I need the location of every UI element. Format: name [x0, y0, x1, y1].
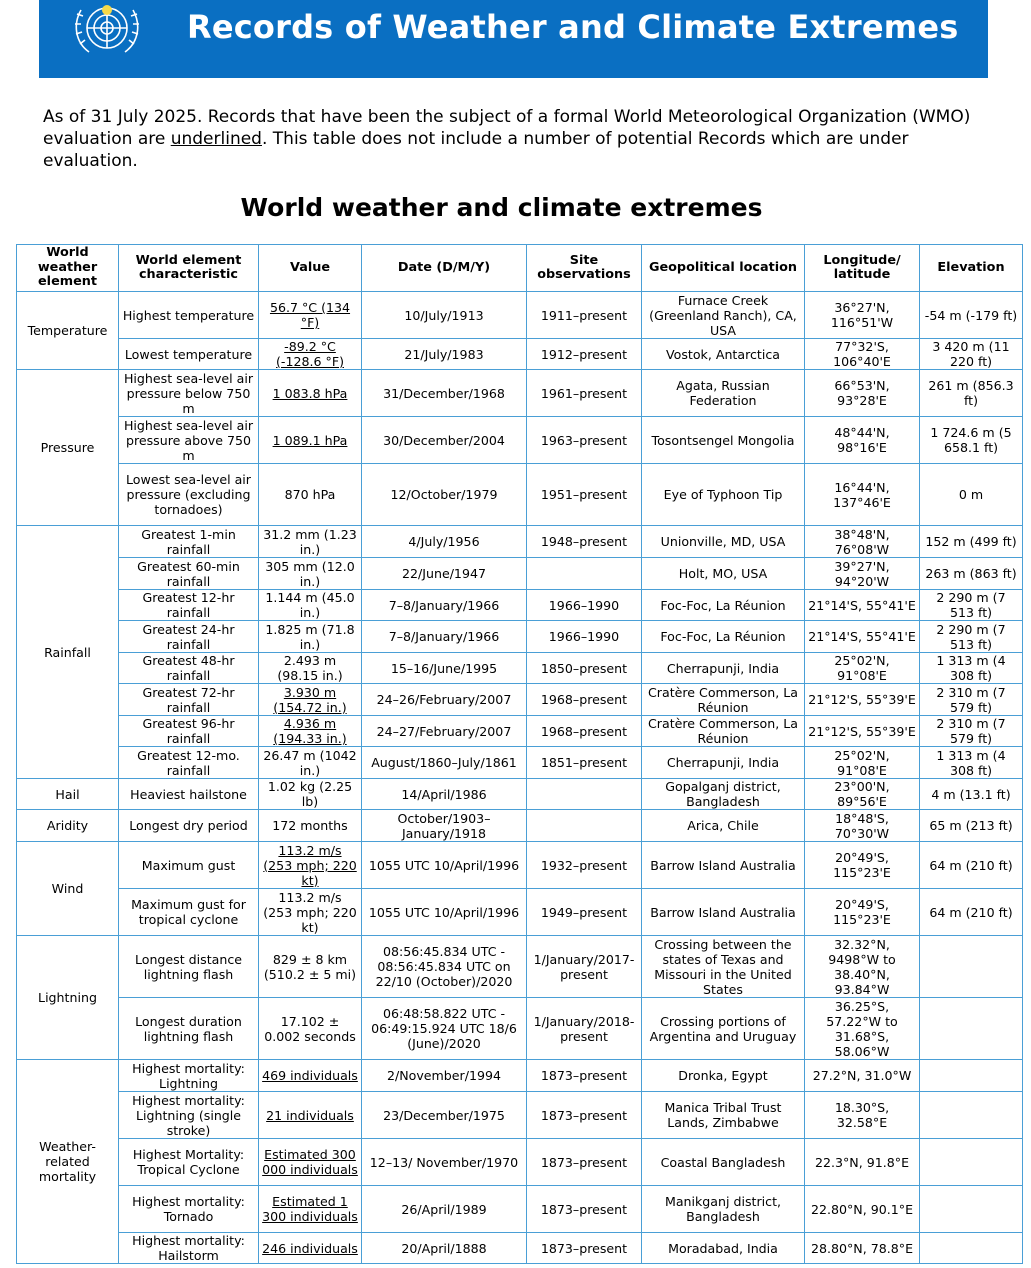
site-cell: 1932–present — [527, 842, 642, 889]
characteristic-cell: Highest mortality: Lightning — [119, 1060, 259, 1092]
table-row — [17, 292, 1023, 339]
location-cell: Eye of Typhoon Tip — [642, 464, 805, 526]
coords-cell: 36.25°S, 57.22°W to 31.68°S, 58.06°W — [805, 998, 920, 1060]
elevation-cell: 65 m (213 ft) — [920, 810, 1023, 842]
table-row — [17, 1233, 1023, 1264]
value-cell — [259, 1060, 362, 1092]
column-header: Site observations — [527, 245, 642, 292]
site-cell — [527, 779, 642, 810]
site-cell: 1911–present — [527, 292, 642, 339]
location-cell: Crossing portions of Argentina and Uruguay — [642, 998, 805, 1060]
site-cell: 1873–present — [527, 1092, 642, 1139]
site-cell: 1951–present — [527, 464, 642, 526]
date-cell: 21/July/1983 — [362, 339, 527, 370]
date-cell: 24–26/February/2007 — [362, 684, 527, 716]
column-header: World weather element — [17, 245, 119, 292]
elevation-cell — [920, 1233, 1023, 1264]
coords-cell: 21°14'S, 55°41'E — [805, 590, 920, 621]
location-cell: Cratère Commerson, La Réunion — [642, 684, 805, 716]
evaluated-value: 113.2 m/s (253 mph; 220 kt) — [263, 842, 357, 888]
location-cell: Barrow Island Australia — [642, 889, 805, 936]
coords-cell: 21°12'S, 55°39'E — [805, 716, 920, 747]
evaluated-value: 246 individuals — [262, 1240, 358, 1256]
table-row — [17, 417, 1023, 464]
elevation-cell: 152 m (499 ft) — [920, 526, 1023, 558]
characteristic-cell: Greatest 12-hr rainfall — [119, 590, 259, 621]
elevation-cell — [920, 936, 1023, 998]
table-row — [17, 889, 1023, 936]
elevation-cell — [920, 1186, 1023, 1233]
location-cell: Foc-Foc, La Réunion — [642, 590, 805, 621]
location-cell: Manica Tribal Trust Lands, Zimbabwe — [642, 1092, 805, 1139]
table-body — [17, 292, 1023, 1264]
characteristic-cell: Highest temperature — [119, 292, 259, 339]
characteristic-cell: Lowest temperature — [119, 339, 259, 370]
date-cell: 30/December/2004 — [362, 417, 527, 464]
table-row — [17, 684, 1023, 716]
column-header: World element characteristic — [119, 245, 259, 292]
value-cell — [259, 1139, 362, 1186]
value-cell: 870 hPa — [259, 464, 362, 526]
coords-cell: 21°14'S, 55°41'E — [805, 621, 920, 653]
characteristic-cell: Maximum gust for tropical cyclone — [119, 889, 259, 936]
site-cell: 1873–present — [527, 1139, 642, 1186]
characteristic-cell: Highest mortality: Lightning (single stroke) — [119, 1092, 259, 1139]
location-cell: Arica, Chile — [642, 810, 805, 842]
date-cell: October/1903–January/1918 — [362, 810, 527, 842]
element-cell: Weather-related mortality — [17, 1060, 119, 1264]
value-cell: 305 mm (12.0 in.) — [259, 558, 362, 590]
elevation-cell: 2 290 m (7 513 ft) — [920, 590, 1023, 621]
site-cell — [527, 558, 642, 590]
evaluated-value: 3.930 m (154.72 in.) — [273, 684, 347, 715]
coords-cell: 66°53'N, 93°28'E — [805, 370, 920, 417]
table-row — [17, 370, 1023, 417]
coords-cell: 25°02'N, 91°08'E — [805, 653, 920, 684]
header-row — [17, 245, 1023, 292]
value-cell: 17.102 ± 0.002 seconds — [259, 998, 362, 1060]
column-header: Value — [259, 245, 362, 292]
elevation-cell: 0 m — [920, 464, 1023, 526]
date-cell: 20/April/1888 — [362, 1233, 527, 1264]
location-cell: Cratère Commerson, La Réunion — [642, 716, 805, 747]
wmo-emblem-icon — [69, 0, 145, 60]
site-cell: 1961–present — [527, 370, 642, 417]
characteristic-cell: Maximum gust — [119, 842, 259, 889]
evaluated-value: 4.936 m (194.33 in.) — [273, 716, 347, 746]
date-cell: 31/December/1968 — [362, 370, 527, 417]
elevation-cell: 261 m (856.3 ft) — [920, 370, 1023, 417]
coords-cell: 16°44'N, 137°46'E — [805, 464, 920, 526]
site-cell: 1912–present — [527, 339, 642, 370]
table-row — [17, 716, 1023, 747]
date-cell: 10/July/1913 — [362, 292, 527, 339]
table-row — [17, 1186, 1023, 1233]
value-cell — [259, 370, 362, 417]
location-cell: Cherrapunji, India — [642, 653, 805, 684]
location-cell: Cherrapunji, India — [642, 747, 805, 779]
date-cell: 08:56:45.834 UTC - 08:56:45.834 UTC on 22/10 (October)/2020 — [362, 936, 527, 998]
element-cell: Lightning — [17, 936, 119, 1060]
date-cell: 7–8/January/1966 — [362, 621, 527, 653]
column-header: Longitude/ latitude — [805, 245, 920, 292]
value-cell: 1.825 m (71.8 in.) — [259, 621, 362, 653]
value-cell — [259, 417, 362, 464]
elevation-cell: 1 724.6 m (5 658.1 ft) — [920, 417, 1023, 464]
value-cell: 2.493 m (98.15 in.) — [259, 653, 362, 684]
elevation-cell: 3 420 m (11 220 ft) — [920, 339, 1023, 370]
table-row — [17, 558, 1023, 590]
location-cell: Agata, Russian Federation — [642, 370, 805, 417]
header-banner — [39, 0, 988, 78]
table-row — [17, 526, 1023, 558]
banner-title: Records of Weather and Climate Extremes — [187, 8, 959, 46]
value-cell: 1.02 kg (2.25 lb) — [259, 779, 362, 810]
date-cell: 12–13/ November/1970 — [362, 1139, 527, 1186]
characteristic-cell: Lowest sea-level air pressure (excluding tornadoes) — [119, 464, 259, 526]
elevation-cell: 4 m (13.1 ft) — [920, 779, 1023, 810]
characteristic-cell: Highest sea-level air pressure below 750 m — [119, 370, 259, 417]
elevation-cell: 64 m (210 ft) — [920, 842, 1023, 889]
intro-text-1: As of 31 July 2025. Records that have been the subject of a formal World Meteorological Organization (WMO) evaluation are — [43, 107, 971, 149]
date-cell: 1055 UTC 10/April/1996 — [362, 889, 527, 936]
element-cell: Pressure — [17, 370, 119, 526]
elevation-cell — [920, 1060, 1023, 1092]
elevation-cell: 2 310 m (7 579 ft) — [920, 684, 1023, 716]
site-cell: 1966–1990 — [527, 590, 642, 621]
site-cell: 1873–present — [527, 1233, 642, 1264]
elevation-cell: 64 m (210 ft) — [920, 889, 1023, 936]
coords-cell: 20°49'S, 115°23'E — [805, 889, 920, 936]
characteristic-cell: Longest dry period — [119, 810, 259, 842]
evaluated-value: 1 089.1 hPa — [272, 432, 348, 448]
coords-cell: 36°27'N, 116°51'W — [805, 292, 920, 339]
site-cell — [527, 810, 642, 842]
value-cell — [259, 1233, 362, 1264]
location-cell: Foc-Foc, La Réunion — [642, 621, 805, 653]
coords-cell: 18°48'S, 70°30'W — [805, 810, 920, 842]
evaluated-value: -89.2 °C (-128.6 °F) — [276, 339, 344, 369]
location-cell: Barrow Island Australia — [642, 842, 805, 889]
coords-cell: 20°49'S, 115°23'E — [805, 842, 920, 889]
column-header: Geopolitical location — [642, 245, 805, 292]
location-cell: Unionville, MD, USA — [642, 526, 805, 558]
evaluated-value: Estimated 300 000 individuals — [262, 1147, 358, 1177]
intro-underlined-word: underlined — [170, 129, 262, 149]
value-cell: 829 ± 8 km (510.2 ± 5 mi) — [259, 936, 362, 998]
table-row — [17, 1060, 1023, 1092]
evaluated-value: 469 individuals — [262, 1068, 358, 1083]
elevation-cell: 1 313 m (4 308 ft) — [920, 653, 1023, 684]
site-cell: 1948–present — [527, 526, 642, 558]
table-title: World weather and climate extremes — [240, 193, 763, 222]
value-cell: 113.2 m/s (253 mph; 220 kt) — [259, 889, 362, 936]
characteristic-cell: Highest mortality: Tornado — [119, 1186, 259, 1233]
value-cell — [259, 684, 362, 716]
table-row — [17, 1092, 1023, 1139]
column-header: Elevation — [920, 245, 1023, 292]
site-cell: 1968–present — [527, 684, 642, 716]
site-cell: 1/January/2018-present — [527, 998, 642, 1060]
element-cell: Aridity — [17, 810, 119, 842]
evaluated-value: Estimated 1 300 individuals — [262, 1194, 358, 1224]
column-header: Date (D/M/Y) — [362, 245, 527, 292]
intro-text-2: . This table does not include a number of potential Records which are under evaluation. — [43, 129, 909, 171]
location-cell: Gopalganj district, Bangladesh — [642, 779, 805, 810]
site-cell: 1968–present — [527, 716, 642, 747]
value-cell: 1.144 m (45.0 in.) — [259, 590, 362, 621]
site-cell: 1873–present — [527, 1060, 642, 1092]
date-cell: August/1860–July/1861 — [362, 747, 527, 779]
characteristic-cell: Greatest 60-min rainfall — [119, 558, 259, 590]
table-row — [17, 998, 1023, 1060]
coords-cell: 22.3°N, 91.8°E — [805, 1139, 920, 1186]
table-row — [17, 621, 1023, 653]
characteristic-cell: Heaviest hailstone — [119, 779, 259, 810]
location-cell: Crossing between the states of Texas and Missouri in the United States — [642, 936, 805, 998]
extremes-table — [16, 244, 1023, 1264]
elevation-cell: -54 m (-179 ft) — [920, 292, 1023, 339]
table-row — [17, 464, 1023, 526]
characteristic-cell: Greatest 1-min rainfall — [119, 526, 259, 558]
value-cell — [259, 292, 362, 339]
characteristic-cell: Longest distance lightning flash — [119, 936, 259, 998]
value-cell — [259, 716, 362, 747]
coords-cell: 21°12'S, 55°39'E — [805, 684, 920, 716]
date-cell: 2/November/1994 — [362, 1060, 527, 1092]
value-cell — [259, 339, 362, 370]
table-row — [17, 653, 1023, 684]
elevation-cell: 263 m (863 ft) — [920, 558, 1023, 590]
table-row — [17, 747, 1023, 779]
coords-cell: 39°27'N, 94°20'W — [805, 558, 920, 590]
elevation-cell — [920, 1139, 1023, 1186]
value-cell: 31.2 mm (1.23 in.) — [259, 526, 362, 558]
coords-cell: 18.30°S, 32.58°E — [805, 1092, 920, 1139]
date-cell: 24–27/February/2007 — [362, 716, 527, 747]
location-cell: Furnace Creek (Greenland Ranch), CA, USA — [642, 292, 805, 339]
coords-cell: 22.80°N, 90.1°E — [805, 1186, 920, 1233]
elevation-cell: 2 310 m (7 579 ft) — [920, 716, 1023, 747]
characteristic-cell: Highest Mortality: Tropical Cyclone — [119, 1139, 259, 1186]
date-cell: 12/October/1979 — [362, 464, 527, 526]
location-cell: Vostok, Antarctica — [642, 339, 805, 370]
elevation-cell: 1 313 m (4 308 ft) — [920, 747, 1023, 779]
intro-paragraph — [43, 106, 993, 172]
coords-cell: 25°02'N, 91°08'E — [805, 747, 920, 779]
date-cell: 26/April/1989 — [362, 1186, 527, 1233]
date-cell: 4/July/1956 — [362, 526, 527, 558]
date-cell: 06:48:58.822 UTC - 06:49:15.924 UTC 18/6 (June)/2020 — [362, 998, 527, 1060]
location-cell: Holt, MO, USA — [642, 558, 805, 590]
location-cell: Moradabad, India — [642, 1233, 805, 1264]
location-cell: Manikganj district, Bangladesh — [642, 1186, 805, 1233]
elevation-cell: 2 290 m (7 513 ft) — [920, 621, 1023, 653]
table-row — [17, 590, 1023, 621]
site-cell: 1949–present — [527, 889, 642, 936]
table-row — [17, 936, 1023, 998]
coords-cell: 38°48'N, 76°08'W — [805, 526, 920, 558]
coords-cell: 77°32'S, 106°40'E — [805, 339, 920, 370]
characteristic-cell: Greatest 72-hr rainfall — [119, 684, 259, 716]
site-cell: 1873–present — [527, 1186, 642, 1233]
element-cell: Temperature — [17, 292, 119, 370]
coords-cell: 48°44'N, 98°16'E — [805, 417, 920, 464]
site-cell: 1851–present — [527, 747, 642, 779]
date-cell: 7–8/January/1966 — [362, 590, 527, 621]
table-row — [17, 810, 1023, 842]
date-cell: 15–16/June/1995 — [362, 653, 527, 684]
evaluated-value: 21 individuals — [266, 1107, 354, 1123]
table-row — [17, 779, 1023, 810]
site-cell: 1966–1990 — [527, 621, 642, 653]
coords-cell: 32.32°N, 9498°W to 38.40°N, 93.84°W — [805, 936, 920, 998]
date-cell: 1055 UTC 10/April/1996 — [362, 842, 527, 889]
coords-cell: 23°00'N, 89°56'E — [805, 779, 920, 810]
table-row — [17, 842, 1023, 889]
value-cell — [259, 1186, 362, 1233]
table-row — [17, 1139, 1023, 1186]
location-cell: Coastal Bangladesh — [642, 1139, 805, 1186]
characteristic-cell: Greatest 96-hr rainfall — [119, 716, 259, 747]
characteristic-cell: Highest sea-level air pressure above 750 m — [119, 417, 259, 464]
characteristic-cell: Greatest 48-hr rainfall — [119, 653, 259, 684]
element-cell: Rainfall — [17, 526, 119, 779]
characteristic-cell: Highest mortality: Hailstorm — [119, 1233, 259, 1264]
characteristic-cell: Greatest 24-hr rainfall — [119, 621, 259, 653]
date-cell: 22/June/1947 — [362, 558, 527, 590]
date-cell: 14/April/1986 — [362, 779, 527, 810]
coords-cell: 28.80°N, 78.8°E — [805, 1233, 920, 1264]
value-cell — [259, 842, 362, 889]
location-cell: Tosontsengel Mongolia — [642, 417, 805, 464]
table-row — [17, 339, 1023, 370]
value-cell: 172 months — [259, 810, 362, 842]
elevation-cell — [920, 998, 1023, 1060]
evaluated-value: 1 083.8 hPa — [272, 385, 348, 401]
value-cell: 26.47 m (1042 in.) — [259, 747, 362, 779]
site-cell: 1963–present — [527, 417, 642, 464]
characteristic-cell: Longest duration lightning flash — [119, 998, 259, 1060]
evaluated-value: 56.7 °C (134 °F) — [269, 300, 351, 330]
elevation-cell — [920, 1092, 1023, 1139]
date-cell: 23/December/1975 — [362, 1092, 527, 1139]
characteristic-cell: Greatest 12-mo. rainfall — [119, 747, 259, 779]
site-cell: 1850–present — [527, 653, 642, 684]
element-cell: Hail — [17, 779, 119, 810]
coords-cell: 27.2°N, 31.0°W — [805, 1060, 920, 1092]
value-cell — [259, 1092, 362, 1139]
element-cell: Wind — [17, 842, 119, 936]
location-cell: Dronka, Egypt — [642, 1060, 805, 1092]
site-cell: 1/January/2017-present — [527, 936, 642, 998]
